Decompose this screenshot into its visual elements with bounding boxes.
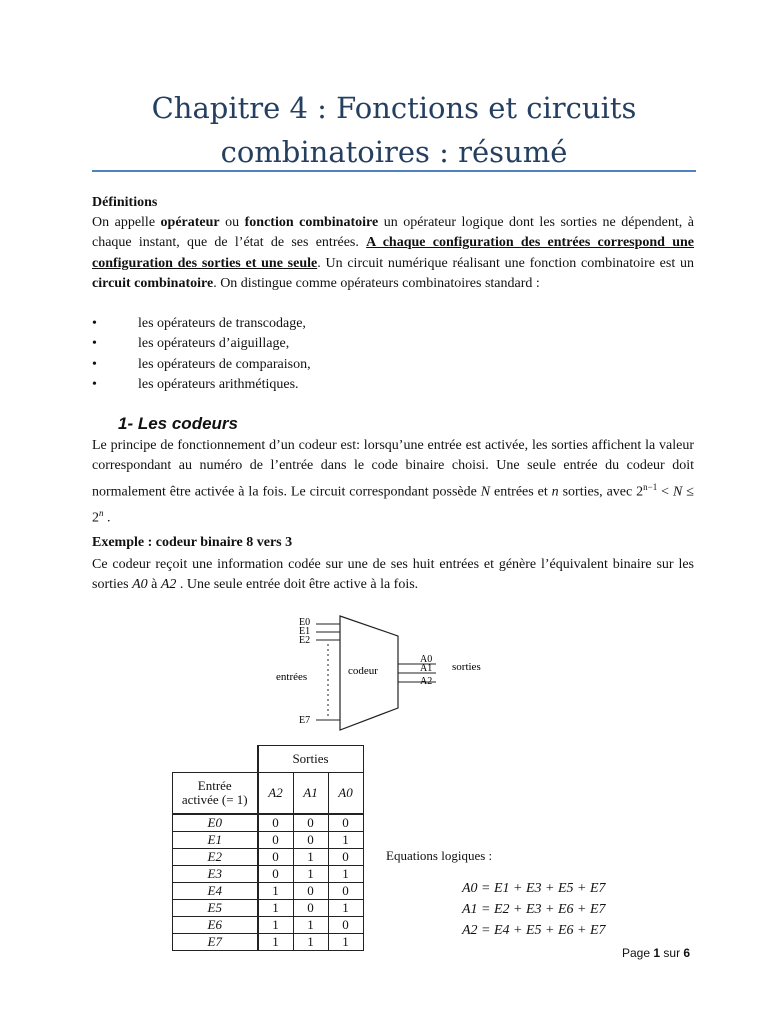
title-line-1: Chapitre 4 : Fonctions et circuits bbox=[151, 91, 637, 125]
table-row: E4 1 0 0 bbox=[173, 883, 364, 900]
equations-block bbox=[462, 878, 606, 941]
example-heading: Exemple : codeur binaire 8 vers 3 bbox=[92, 535, 293, 550]
table-row-header: Entrée activée (= 1) bbox=[173, 773, 258, 815]
equation-a2: A2 = E4 + E5 + E6 + E7 bbox=[462, 923, 606, 938]
input-label-e1: E1 bbox=[299, 626, 311, 637]
encoder-diagram bbox=[270, 608, 520, 738]
definitions-heading: Définitions bbox=[92, 195, 158, 210]
title-line-2: combinatoires : résumé bbox=[220, 135, 568, 169]
table-col-header: A1 bbox=[293, 773, 328, 815]
block-label: codeur bbox=[348, 665, 378, 677]
output-label-a1: A1 bbox=[420, 663, 433, 674]
truth-table bbox=[172, 745, 364, 951]
table-row: E5 1 0 1 bbox=[173, 900, 364, 917]
table-group-header: Sorties bbox=[258, 746, 364, 773]
title-divider bbox=[92, 170, 696, 172]
input-label-e2: E2 bbox=[299, 635, 311, 646]
list-item: • les opérateurs de transcodage, bbox=[92, 316, 306, 331]
page-footer: Page 1 sur 6 bbox=[622, 946, 691, 960]
codeurs-paragraph: Le principe de fonctionnement d’un codeur est: lorsqu’une entrée est activée, les sorties affichent la valeur correspondant au numéro de l’entrée dans le code binaire choisi. Une seule entrée du codeur doit normalement être activée à la fois. Le circuit correspondant possède N entrées et n sorties, avec $2^{n-1} < N \le 2^n$ . bbox=[92, 438, 694, 526]
section-heading-codeurs: 1- Les codeurs bbox=[118, 414, 238, 433]
output-label-a2: A2 bbox=[420, 676, 433, 687]
definitions-paragraph: On appelle opérateur ou fonction combinatoire un opérateur logique dont les sorties ne dépendent, à chaque instant, que de l’état de ses entrées. A chaque configuration des entrées correspond une configuration des sorties et une seule. Un circuit numérique réalisant une fonction combinatoire est un circuit combinatoire. On distingue comme opérateurs combinatoires standard : bbox=[92, 215, 694, 292]
list-item: • les opérateurs d’aiguillage, bbox=[92, 336, 290, 352]
input-label-e0: E0 bbox=[299, 617, 311, 628]
output-label-a0: A0 bbox=[420, 654, 433, 665]
table-row: E7 1 1 1 bbox=[173, 934, 364, 951]
list-item: • les opérateurs arithmétiques. bbox=[92, 377, 299, 393]
example-paragraph: Ce codeur reçoit une information codée sur une de ses huit entrées et génère l’équivalent binaire sur les sorties A0 à A2 . Une seule entrée doit être active à la fois. bbox=[92, 557, 694, 593]
equations-label: Equations logiques : bbox=[386, 848, 493, 863]
table-row: E6 1 1 0 bbox=[173, 917, 364, 934]
table-row: E2 0 1 0 bbox=[173, 849, 364, 866]
operators-list bbox=[92, 314, 311, 396]
equation-a0: A0 = E1 + E3 + E5 + E7 bbox=[462, 881, 606, 896]
inputs-label: entrées bbox=[276, 671, 308, 683]
equation-a1: A1 = E2 + E3 + E6 + E7 bbox=[462, 902, 606, 917]
page-title bbox=[92, 86, 696, 174]
table-row: E1 0 0 1 bbox=[173, 832, 364, 849]
table-col-header: A2 bbox=[258, 773, 294, 815]
table-col-header: A0 bbox=[328, 773, 363, 815]
table-row: E0 0 0 0 bbox=[173, 814, 364, 832]
table-row: E3 0 1 1 bbox=[173, 866, 364, 883]
outputs-label: sorties bbox=[452, 661, 481, 673]
list-item: • les opérateurs de comparaison, bbox=[92, 356, 311, 372]
input-label-e7: E7 bbox=[299, 715, 311, 726]
